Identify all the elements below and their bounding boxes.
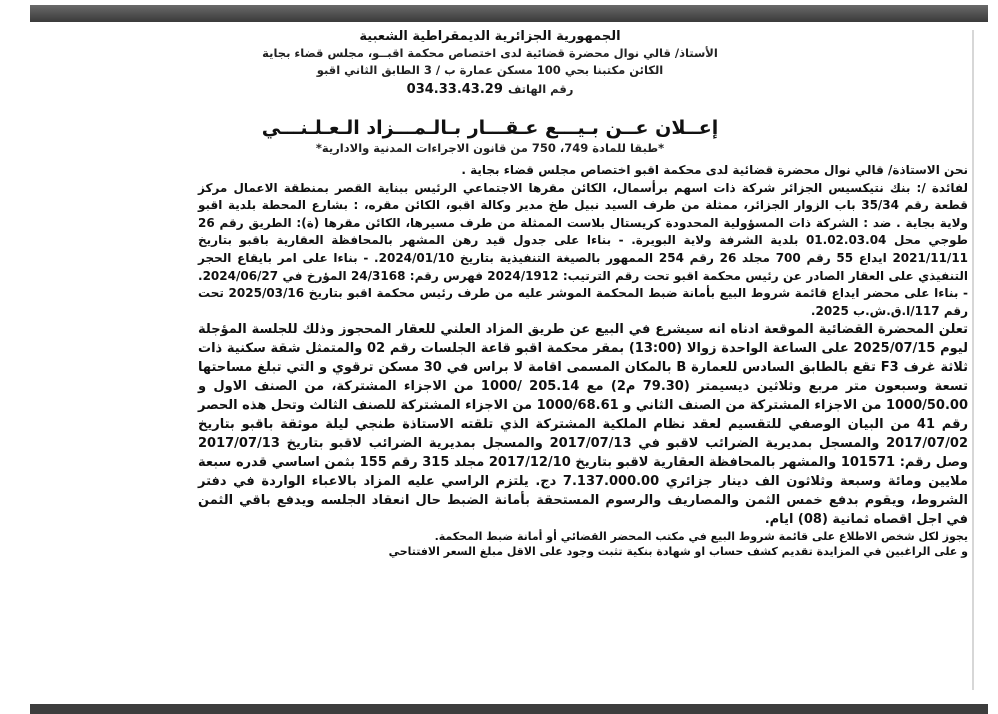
sale-details-paragraph: تعلن المحضرة القضائية الموقعة ادناه انه سيشرع في البيع عن طريق المزاد العلني للعقار المحجوز وذلك للجلسة المؤجلة ليوم 2025/07/15 على الساعة الواحدة زوالا (13:00) بمقر محكمة اقبو قاعة الجلسات رقم 02 والمتمثل شقة سكنية ذات ثلاثة غرف F3 تقع بالطابق السادس للعمارة B بالمكان المسمى اقامة لا براس في 30 مسكن ترقوي و التي تبلغ مساحتها تسعة وسبعون متر مربع وثلاثين ديسيمتر (79.30 م2) مع 205.14 /1000 من الاجزاء المشتركة، من الصنف الاول و 1000/50.00 من الاجزاء المشتركة من الصنف الثاني و 1000/68.61 من الاجزاء المشتركة للصنف الثالث وتحل هذه الحصر رقم 41 من البيان الوصفي للتقسيم لعقد نظام الملكية المشتركة الذي تلقته الاستاذة طنجي ليلة موثقة باقبو بتاريخ 2017/07/02 والمسجل بمديرية الضرائب لاقبو في 2017/07/13 والمسجل بمديرية الضرائب لاقبو بتاريخ 2017/07/13 وصل رقم: 101571 والمشهر بالمحافظة العقارية لاقبو بتاريخ 2017/12/10 مجلد 315 رقم 155 بثمن اساسي قدره سبعة ملايين ومائة وسبعة وثلاثون الف دينار جزائري 7.137.000.00 دج. يلتزم الراسي عليه المزاد بالاعباء الواردة في دفتر الشروط، ويقوم بدفع خمس الثمن والمصاريف والرسوم المستحقة بأمانة الضبط حال انعقاد الجلسه ويدفع باقي الثمن في اجل اقصاه ثمانية (08) ايام. (198, 322, 969, 528)
bottom-scan-bar (30, 704, 988, 714)
bailiff-line: الأستاذ/ قالي نوال محضرة قضائية لدى اختصاص محكمة اقبــو، مجلس قضاء بجاية (262, 46, 718, 60)
republic-heading: الجمهورية الجزائرية الديمقراطية الشعبية (359, 29, 621, 44)
address-line: الكائن مكتبنا بحي 100 مسكن عمارة ب / 3 الطابق الثاني اقبو (316, 63, 664, 77)
parties-paragraph: لفائدة /: بنك نتيكسيس الجزائر شركة ذات اسهم برأسمال، الكائن مقرها الاجتماعي الرئيس ببناية القصر بمنطقة الاعمال مركز قطعة رقم 35/34 باب الزوار الجزائر، ممثلة من طرف السيد نبيل طخ مدير وكالة اقبو، الكائن مقره، : بشارع المحطة بلدية اقبو ولاية بجاية . ضد : الشركة ذات المسؤولية المحدودة كريستال بلاست الممثلة من طرف مسيرها، الكائن مقرها (ة): الطريق رقم 26 طوجي محل 01.02.03.04 بلدية الشرفة ولاية البويرة. - بناءا على جدول قيد رهن المشهر بالمحافظة العقارية باقبو بتاريخ 2021/11/11 ايداع 55 رقم 700 مجلد 26 رقم 254 الممهور بالصيغة التنفيذية بتاريخ 2024/01/10. - بناءا على امر بايقاع الحجر التنفيذي على العقار الصادر عن رئيس محكمة اقبو تحت رقم الترتيب: 2024/1912 فهرس رقم: 24/3168 المؤرخ في 2024/06/27. - بناءا على محضر ايداع قائمة شروط البيع بأمانة ضبط المحكمة الموشر عليه من طرف رئيس محكمة اقبو بتاريخ 2025/03/16 تحت رقم 117/ا.ق.ش.ب 2025. (198, 180, 969, 318)
page-edge (972, 30, 974, 690)
phone-label: رقم الهاتف (507, 82, 574, 96)
inspection-note: يجوز لكل شخص الاطلاع على قائمة شروط البيع في مكتب المحضر القضائي أو أمانة ضبط المحكمة. (434, 530, 968, 544)
bidder-requirement: و على الراغبين في المزايدة تقديم كشف حساب او شهادة بنكية تثبت وجود على الاقل مبلغ السعر الافتتاحي (388, 545, 968, 559)
document-header (200, 28, 780, 98)
legal-reference: *طبقا للمادة 749، 750 من قانون الاجراءات المدنية والادارية* (315, 141, 665, 155)
intro-paragraph: نحن الاستاذة/ قالي نوال محضرة قضائية لدى محكمة اقبو اختصاص مجلس قضاء بجاية . (461, 163, 968, 177)
announcement-body (198, 162, 968, 559)
announcement-title-block (200, 116, 780, 156)
phone-number: 034.33.43.29 (406, 82, 503, 97)
top-scan-bar (30, 5, 988, 22)
phone-line (200, 79, 780, 98)
announcement-title: إعــلان عــن بـيـــع عـقـــار بـالـمـــزاد الـعـلـنـــي (261, 117, 719, 139)
